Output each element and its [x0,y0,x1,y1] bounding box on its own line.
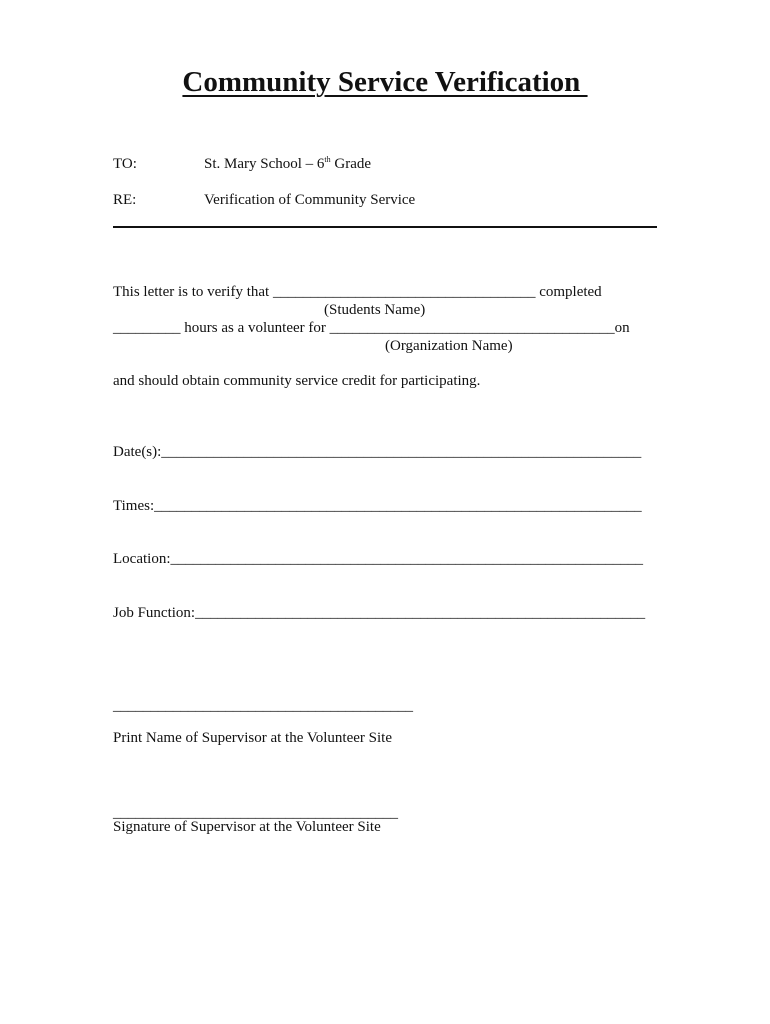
to-value-main: St. Mary School – 6 [204,156,325,172]
location-field: Location:_______________________________________________________________ [113,551,643,567]
to-value-superscript: th [324,155,331,164]
times-field: Times:_________________________________________________________________ [113,498,642,514]
re-label: RE: [113,192,137,208]
to-label: TO: [113,156,137,172]
credit-line: and should obtain community service credit for participating. [113,373,481,389]
students-name-caption: (Students Name) [324,302,426,318]
supervisor-print-name-label: Print Name of Supervisor at the Volunteer Site [113,730,392,746]
supervisor-print-name-line: ________________________________________ [113,698,413,714]
job-function-field: Job Function:____________________________________________________________ [113,605,646,621]
supervisor-signature-label: Signature of Supervisor at the Volunteer Site [113,819,381,835]
to-value-grade: Grade [330,156,372,172]
supervisor-signature-line: ______________________________________ [113,805,398,821]
document-title: Community Service Verification [182,66,588,98]
to-value [204,155,371,173]
hours-line: _________ hours as a volunteer for ______________________________________on [113,320,630,336]
verify-line: This letter is to verify that ___________________________________ completed [113,284,602,300]
dates-field: Date(s):________________________________________________________________ [113,444,642,460]
header-divider [113,226,657,228]
organization-name-caption: (Organization Name) [385,338,513,354]
re-value: Verification of Community Service [204,192,416,208]
